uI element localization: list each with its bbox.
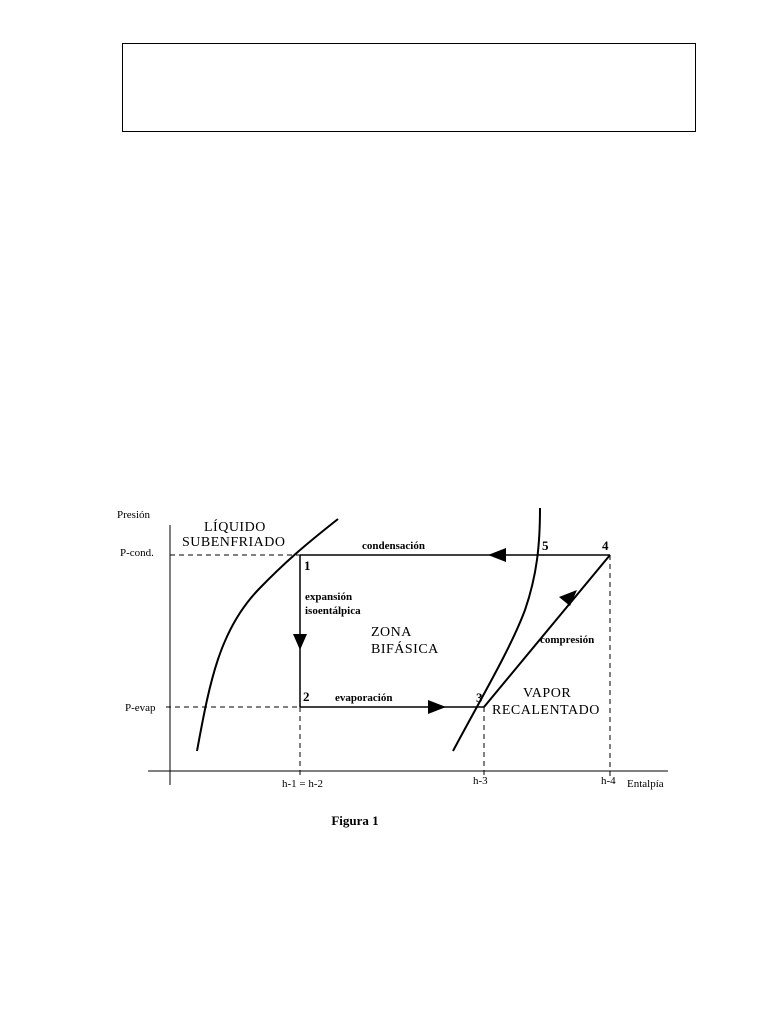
condensation-arrow bbox=[488, 548, 506, 562]
tick-h1-h2: h-1 = h-2 bbox=[282, 778, 324, 790]
compression-label: compresión bbox=[540, 634, 595, 646]
p-evap-label: P-evap bbox=[125, 702, 156, 714]
zone-biphasic-line1: ZONA bbox=[371, 625, 412, 640]
tick-h3: h-3 bbox=[473, 775, 488, 787]
expansion-label-line2: isoentálpica bbox=[305, 605, 361, 617]
figure-caption: Figura 1 bbox=[331, 813, 379, 828]
evaporation-label: evaporación bbox=[335, 692, 393, 704]
point-2-label: 2 bbox=[303, 689, 310, 704]
point-1-label: 1 bbox=[304, 558, 311, 573]
zone-vapor-line2: RECALENTADO bbox=[492, 703, 600, 718]
expansion-arrow bbox=[293, 634, 307, 650]
point-3-label: 3 bbox=[476, 690, 483, 705]
x-axis-label: Entalpía bbox=[627, 778, 664, 790]
zone-liquid-line2: SUBENFRIADO bbox=[182, 535, 286, 550]
zone-biphasic-line2: BIFÁSICA bbox=[371, 642, 439, 657]
p-cond-label: P-cond. bbox=[120, 547, 154, 559]
point-5-label: 5 bbox=[542, 538, 549, 553]
zone-liquid-line1: LÍQUIDO bbox=[204, 520, 266, 535]
tick-h4: h-4 bbox=[601, 775, 616, 787]
y-axis-label: Presión bbox=[117, 509, 150, 521]
point-4-label: 4 bbox=[602, 538, 609, 553]
expansion-label-line1: expansión bbox=[305, 591, 353, 603]
saturated-liquid-curve bbox=[197, 519, 338, 751]
zone-vapor-line1: VAPOR bbox=[523, 686, 572, 701]
condensation-label: condensación bbox=[362, 540, 425, 552]
compression-line bbox=[484, 555, 610, 707]
evaporation-arrow bbox=[428, 700, 446, 714]
